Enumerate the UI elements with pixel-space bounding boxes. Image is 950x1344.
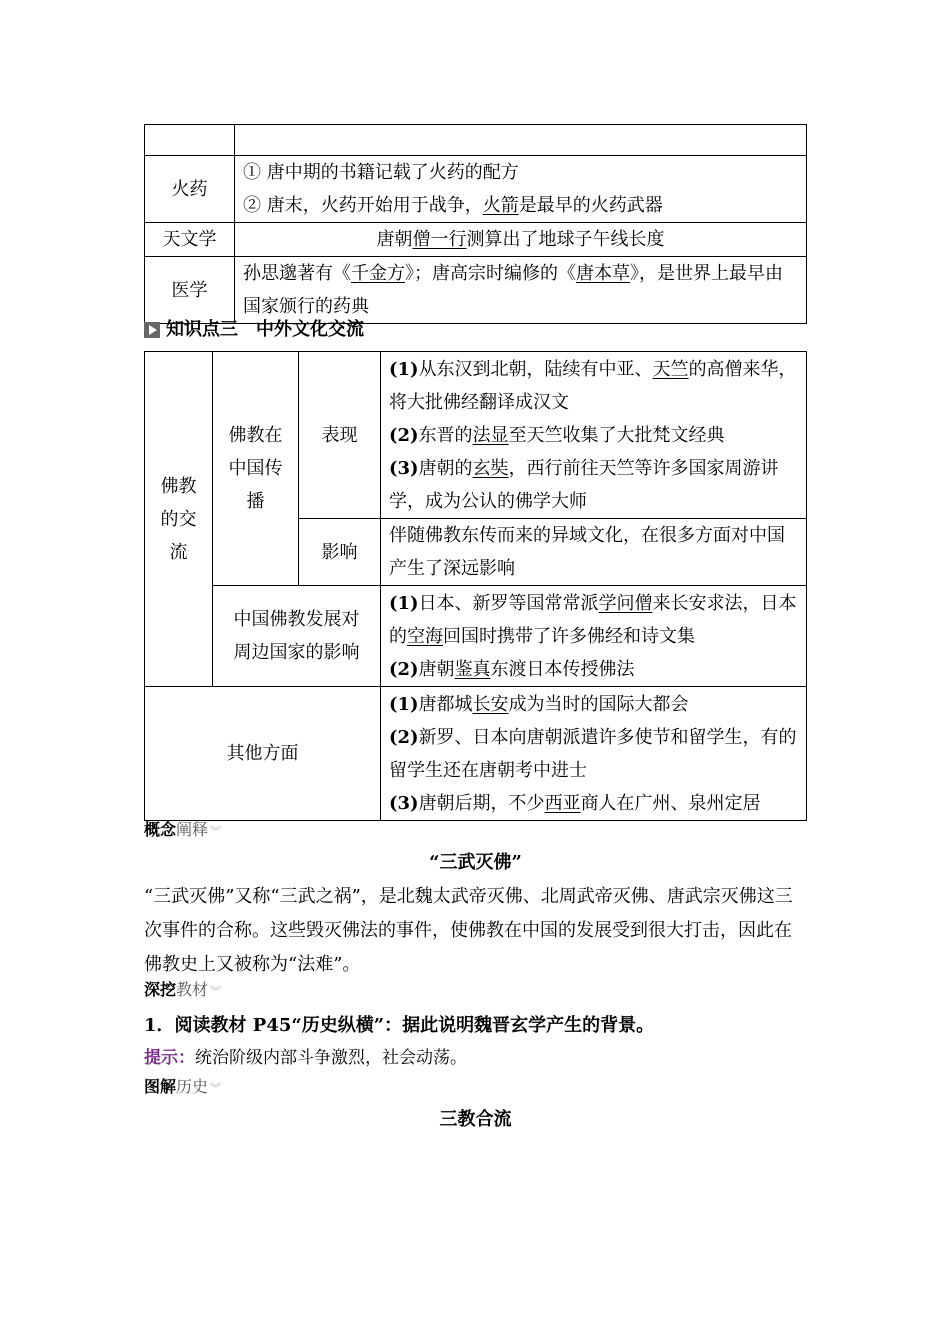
list-item: (3)唐朝后期，不少西亚商人在广州、泉州定居 [389,792,761,814]
table-row [145,156,807,223]
dig-question: 1．阅读教材 P45“历史纵横”：据此说明魏晋玄学产生的背景。 [144,1015,655,1036]
table-row [145,257,807,324]
list-item: (2)唐朝鉴真东渡日本传授佛法 [389,658,635,680]
neighbors-head: 中国佛教发展对周边国家的影响 [213,586,381,687]
gunpowder-line2: ② 唐末，火药开始用于战争，火箭是最早的火药武器 [243,195,663,216]
manifestation-content [381,352,807,519]
science-table [144,124,807,324]
list-item: (3)唐朝的玄奘，西行前往天竺等许多国家周游讲学，成为公认的佛学大师 [389,457,779,512]
concept-title: “三武灭佛” [429,852,522,873]
hint-label: 提示： [144,1048,195,1068]
double-chevron-down-icon: ︾ [210,1082,222,1095]
manifestation-head: 表现 [299,352,381,519]
list-item: (1)日本、新罗等国常常派学问僧来长安求法，日本的空海回国时携带了许多佛经和诗文集 [389,592,797,647]
neighbors-content [381,586,807,687]
double-chevron-down-icon: ︾ [210,985,222,998]
table-row [145,223,807,257]
table-row [145,687,807,821]
list-item: (1)从东汉到北朝，陆续有中亚、天竺的高僧来华，将大批佛经翻译成汉文 [389,358,797,413]
astronomy-head: 天文学 [145,223,235,257]
section-heading: 知识点三 中外文化交流 [144,318,364,342]
gunpowder-head: 火药 [145,156,235,223]
hint [144,1045,807,1071]
play-triangle-icon [144,322,160,338]
spread-in-china-head: 佛教在中国传播 [213,352,299,586]
other-content [381,687,807,821]
double-chevron-down-icon: ︾ [210,825,222,838]
hint-text: 统治阶级内部斗争激烈，社会动荡。 [195,1048,467,1068]
gunpowder-line1: ① 唐中期的书籍记载了火药的配方 [243,162,519,183]
medicine-head: 医学 [145,257,235,324]
list-item: (1)唐都城长安成为当时的国际大都会 [389,693,689,715]
astronomy-content: 唐朝僧一行测算出了地球子午线长度 [235,223,807,257]
diagram-label: 图解历史 ︾ [144,1077,222,1096]
table-row [145,352,807,519]
table-row [145,586,807,687]
medicine-content: 孙思邈著有《千金方》；唐高宗时编修的《唐本草》，是世界上最早由国家颁行的药典 [235,257,807,324]
dig-label: 深挖教材 ︾ [144,980,222,999]
list-item: (2)新罗、日本向唐朝派遣许多使节和留学生，有的留学生还在唐朝考中进士 [389,726,797,781]
influence-head: 影响 [299,519,381,586]
other-head: 其他方面 [145,687,381,821]
diagram-title: 三教合流 [439,1109,512,1130]
buddhism-exchange-head: 佛教的交流 [145,352,213,687]
gunpowder-content [235,156,807,223]
concept-text: “三武灭佛”又称“三武之祸”，是北魏太武帝灭佛、北周武帝灭佛、唐武宗灭佛这三次事件的合称。这些毁灭佛法的事件，使佛教在中国的发展受到很大打击，因此在佛教史上又被称为“法难”。 [144,886,793,975]
influence-content: 伴随佛教东传而来的异域文化，在很多方面对中国产生了深远影响 [381,519,807,586]
table-row [145,125,807,156]
concept-label: 概念阐释 ︾ [144,820,222,839]
exchange-table [144,351,807,821]
list-item: (2)东晋的法显至天竺收集了大批梵文经典 [389,424,725,446]
